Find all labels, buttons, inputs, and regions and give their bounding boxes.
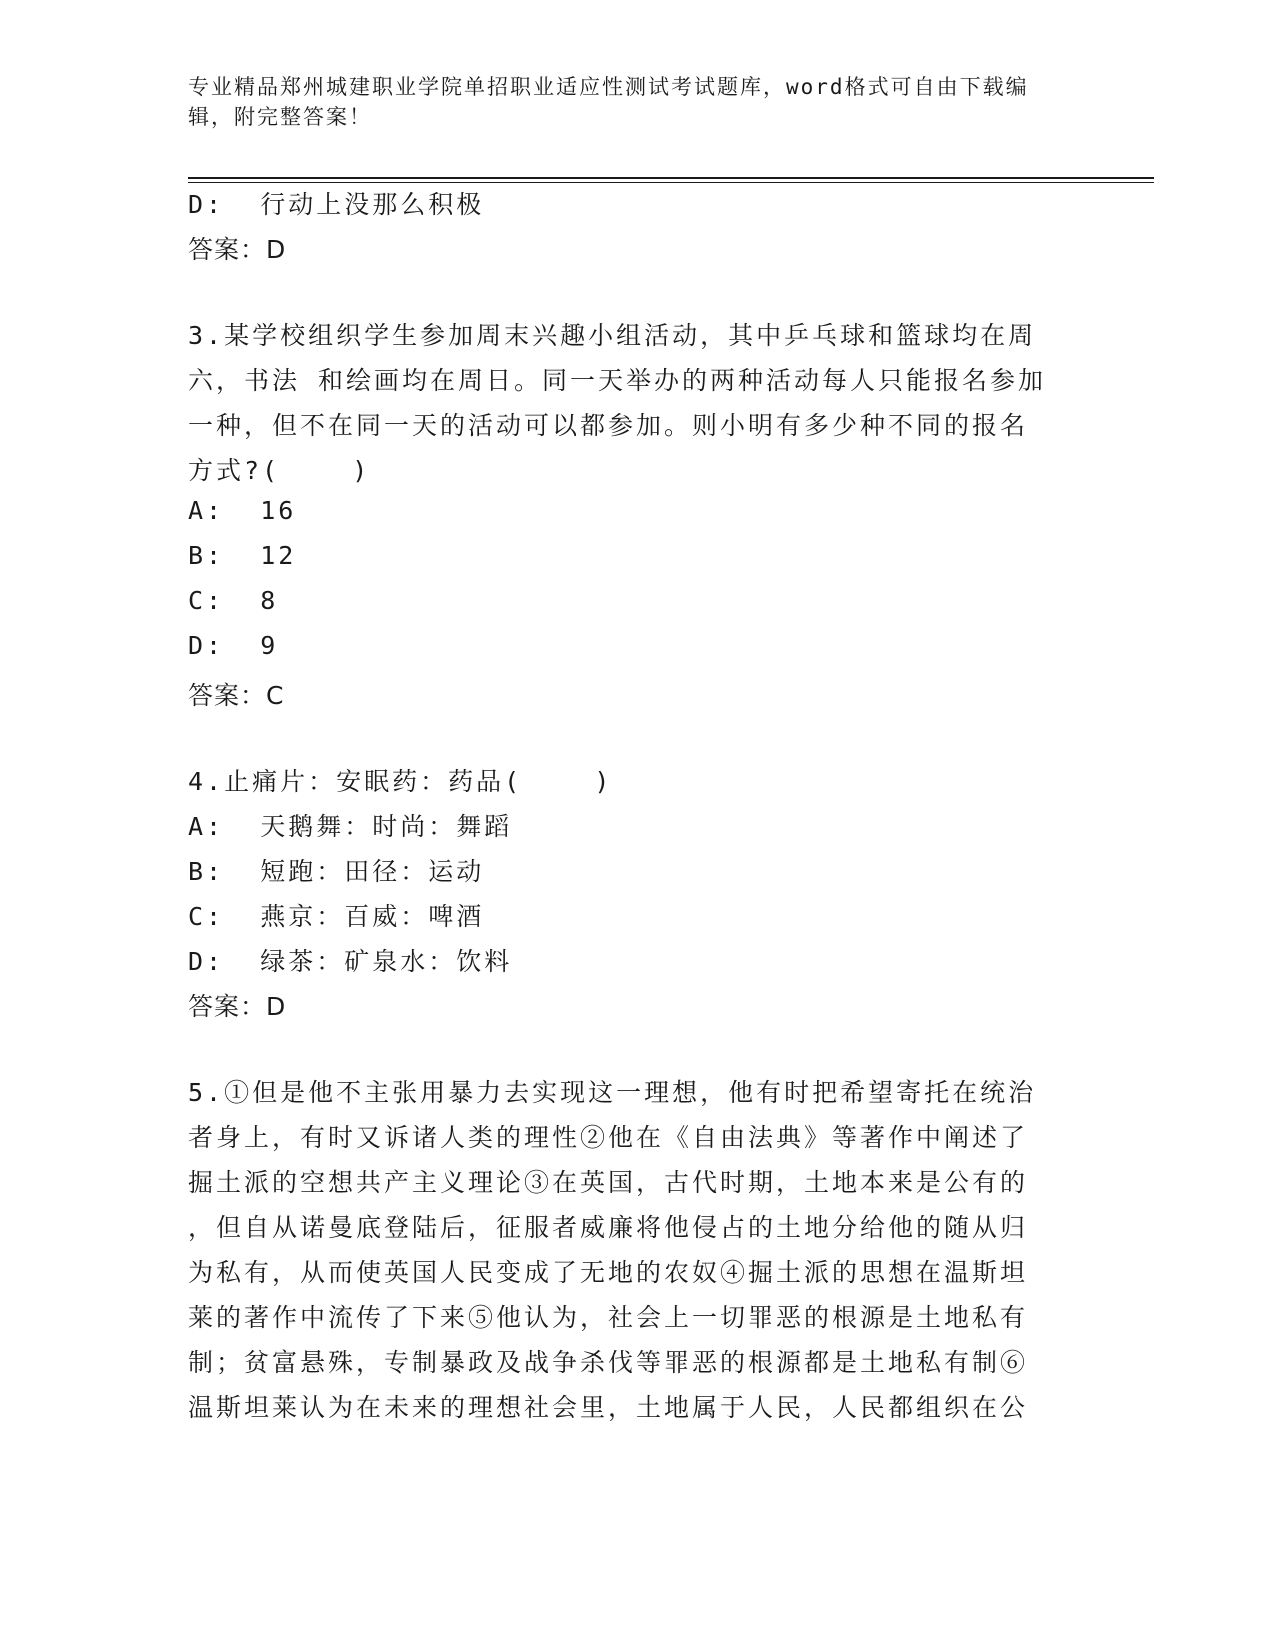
q4-option-a: A: 天鹅舞：时尚：舞蹈 [188, 812, 513, 841]
q3-stem-line-3: 一种，但不在同一天的活动可以都参加。则小明有多少种不同的报名 [188, 411, 1029, 440]
q3-option-d: D: 9 [188, 631, 279, 660]
q3-option-a: A: 16 [188, 496, 297, 525]
q5-line-6: 莱的著作中流传了下来⑤他认为，社会上一切罪恶的根源是土地私有 [188, 1303, 1029, 1332]
page-header: 专业精品郑州城建职业学院单招职业适应性测试考试题库，word格式可自由下载编辑，附完整答案！ [188, 75, 1029, 129]
q3-option-c: C: 8 [188, 586, 279, 615]
q5-line-4: ，但自从诺曼底登陆后，征服者威廉将他侵占的土地分给他的随从归 [188, 1213, 1029, 1242]
q3-stem-line-4: 方式?( ) [188, 456, 371, 485]
q5-line-5: 为私有，从而使英国人民变成了无地的农奴④掘土派的思想在温斯坦 [188, 1258, 1029, 1287]
q5-line-8: 温斯坦莱认为在未来的理想社会里，土地属于人民，人民都组织在公 [188, 1393, 1029, 1422]
header-divider-thick [188, 177, 1154, 179]
q5-line-2: 者身上，有时又诉诸人类的理性②他在《自由法典》等著作中阐述了 [188, 1123, 1029, 1152]
q3-answer: 答案：C [188, 681, 285, 710]
q3-option-b: B: 12 [188, 541, 297, 570]
q5-line-7: 制；贫富悬殊，专制暴政及战争杀伐等罪恶的根源都是土地私有制⑥ [188, 1348, 1029, 1377]
q4-answer: 答案：D [188, 992, 287, 1021]
header-divider-thin [188, 182, 1154, 183]
q5-line-1: 5.①但是他不主张用暴力去实现这一理想，他有时把希望寄托在统治 [188, 1078, 1037, 1107]
q4-stem: 4.止痛片：安眠药：药品( ) [188, 767, 613, 796]
q3-stem-line-1: 3.某学校组织学生参加周末兴趣小组活动，其中乒乓球和篮球均在周 [188, 321, 1037, 350]
q4-option-b: B: 短跑：田径：运动 [188, 857, 485, 886]
q4-option-c: C: 燕京：百威：啤酒 [188, 902, 485, 931]
q2-answer: 答案：D [188, 235, 287, 264]
q3-stem-line-2: 六，书法 和绘画均在周日。同一天举办的两种活动每人只能报名参加 [188, 366, 1047, 395]
q5-line-3: 掘土派的空想共产主义理论③在英国，古代时期，土地本来是公有的 [188, 1168, 1029, 1197]
q4-option-d: D: 绿茶：矿泉水：饮料 [188, 947, 513, 976]
q2-option-d: D: 行动上没那么积极 [188, 190, 485, 219]
